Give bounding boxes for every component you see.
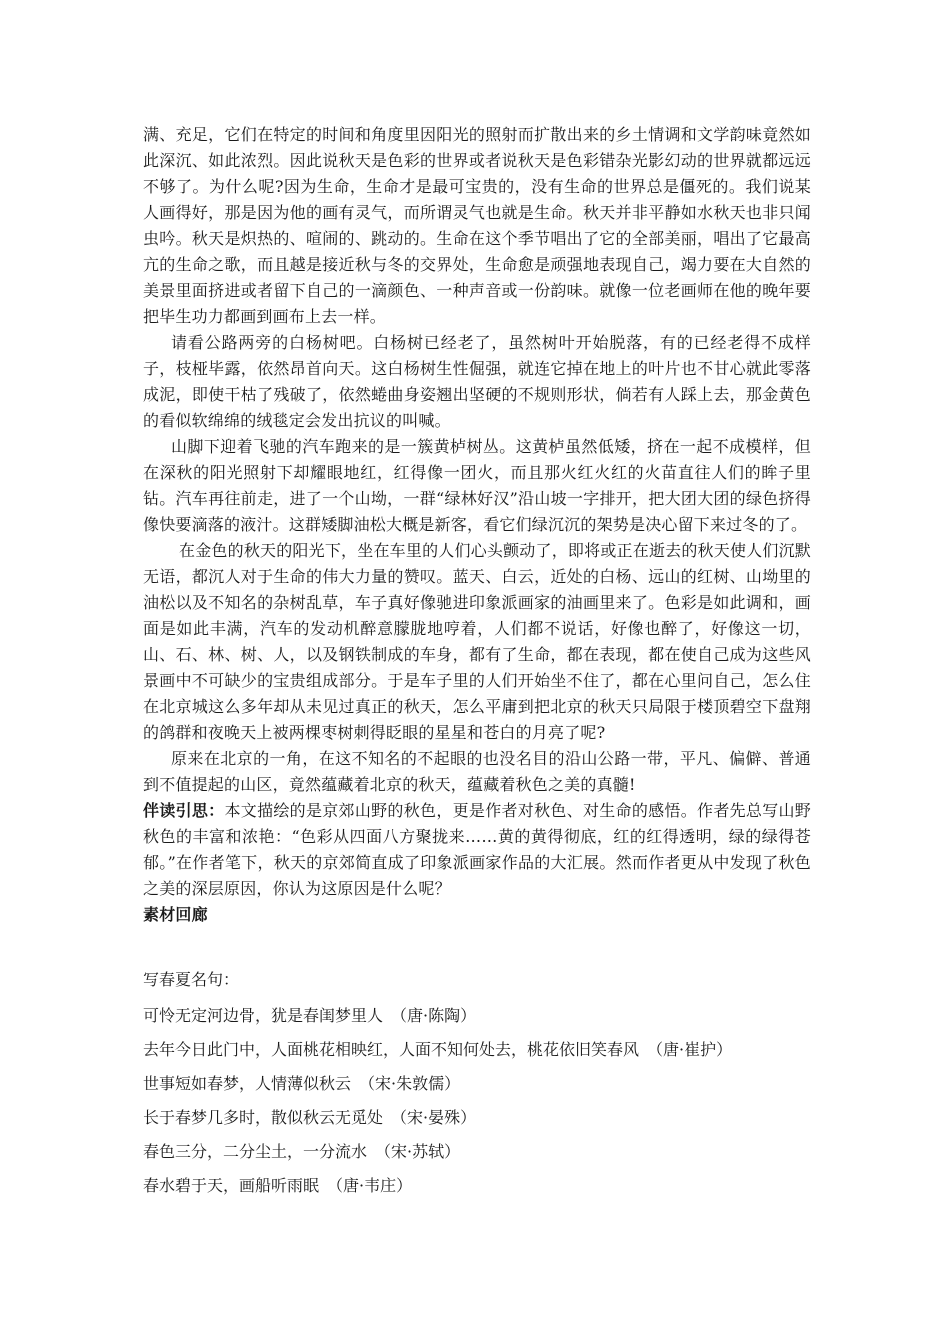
paragraph-4: 在金色的秋天的阳光下，坐在车里的人们心头颤动了，即将或正在逝去的秋天使人们沉默无语，都沉人对于生命的伟大力量的赞叹。蓝天、白云，近处的白杨、远山的红树、山坳里的油松以及不知名的杂树乱草，车子真好像驰进印象派画家的油画里来了。色彩是如此调和，画面是如此丰满，汽车的发动机醉意朦胧地哼着，人们都不说话，好像也醉了，好像这一切，山、石、林、树、人，以及钢铁制成的车身，都有了生命，都在表现，都在使自己成为这些风景画中不可缺少的宝贵组成部分。于是车子里的人们开始坐不住了，都在心里问自己，怎么住在北京城这么多年却从未见过真正的秋天，怎么平庸到把北京的秋天只局限于楼顶碧空下盘翔的鸽群和夜晚天上被两棵枣树刺得眨眼的星星和苍白的月亮了呢? [143, 541, 811, 742]
article-body [143, 122, 811, 928]
quotes-heading: 写春夏名句： [143, 970, 240, 989]
quote-item: 世事短如春梦，人情薄似秋云 （宋·朱敦儒） [143, 1074, 461, 1093]
quote-item: 长于春梦几多时，散似秋云无觅处 （宋·晏殊） [143, 1108, 477, 1127]
section-title: 素材回廊 [143, 905, 208, 924]
paragraph-5: 原来在北京的一角，在这不知名的不起眼的也没名目的沿山公路一带，平凡、偏僻、普通到不值提起的山区，竟然蕴藏着北京的秋天，蕴藏着秋色之美的真髓! [143, 749, 811, 794]
quotes-list [143, 963, 823, 1203]
guide-paragraph [143, 798, 811, 902]
guide-text: 本文描绘的是京郊山野的秋色，更是作者对秋色、对生命的感悟。作者先总写山野秋色的丰富和浓艳：“色彩从四面八方聚拢来……黄的黄得彻底，红的红得透明，绿的绿得苍郁。”在作者笔下，秋天的京郊简直成了印象派画家作品的大汇展。然而作者更从中发现了秋色之美的深层原因，你认为这原因是什么呢？ [143, 801, 811, 898]
quote-item: 去年今日此门中，人面桃花相映红，人面不知何处去，桃花依旧笑春风 （唐·崔护） [143, 1040, 733, 1059]
paragraph-3: 山脚下迎着飞驰的汽车跑来的是一簇黄栌树丛。这黄栌虽然低矮，挤在一起不成模样，但在深秋的阳光照射下却耀眼地红，红得像一团火，而且那火红火红的火苗直往人们的眸子里钻。汽车再往前走，进了一个山坳，一群“绿林好汉”沿山坡一字排开，把大团大团的绿色挤得像快要滴落的液汁。这群矮脚油松大概是新客，看它们绿沉沉的架势是决心留下来过冬的了。 [143, 437, 811, 534]
paragraph-1: 满、充足，它们在特定的时间和角度里因阳光的照射而扩散出来的乡土情调和文学韵味竟然如此深沉、如此浓烈。因此说秋天是色彩的世界或者说秋天是色彩错杂光影幻动的世界就都远远不够了。为什么呢?因为生命，生命才是最可宝贵的，没有生命的世界总是僵死的。我们说某人画得好，那是因为他的画有灵气，而所谓灵气也就是生命。秋天并非平静如水秋天也非只闻虫吟。秋天是炽热的、喧闹的、跳动的。生命在这个季节唱出了它的全部美丽，唱出了它最高亢的生命之歌，而且越是接近秋与冬的交界处，生命愈是顽强地表现自己，竭力要在大自然的美景里面挤进或者留下自己的一滴颜色、一种声音或一份韵味。就像一位老画师在他的晚年要把毕生功力都画到画布上去一样。 [143, 125, 811, 326]
quote-item: 可怜无定河边骨，犹是春闺梦里人 （唐·陈陶） [143, 1006, 477, 1025]
paragraph-2: 请看公路两旁的白杨树吧。白杨树已经老了，虽然树叶开始脱落，有的已经老得不成样子，枝桠毕露，依然昂首向天。这白杨树生性倔强，就连它掉在地上的叶片也不甘心就此零落成泥，即使干枯了残破了，依然蜷曲身姿翘出坚硬的不规则形状，倘若有人踩上去，那金黄色的看似软绵绵的绒毯定会发出抗议的叫喊。 [143, 333, 811, 430]
quote-item: 春水碧于天，画船听雨眠 （唐·韦庄） [143, 1176, 413, 1195]
quote-item: 春色三分，二分尘土，一分流水 （宋·苏轼） [143, 1142, 461, 1161]
guide-label: 伴读引思： [143, 801, 225, 820]
